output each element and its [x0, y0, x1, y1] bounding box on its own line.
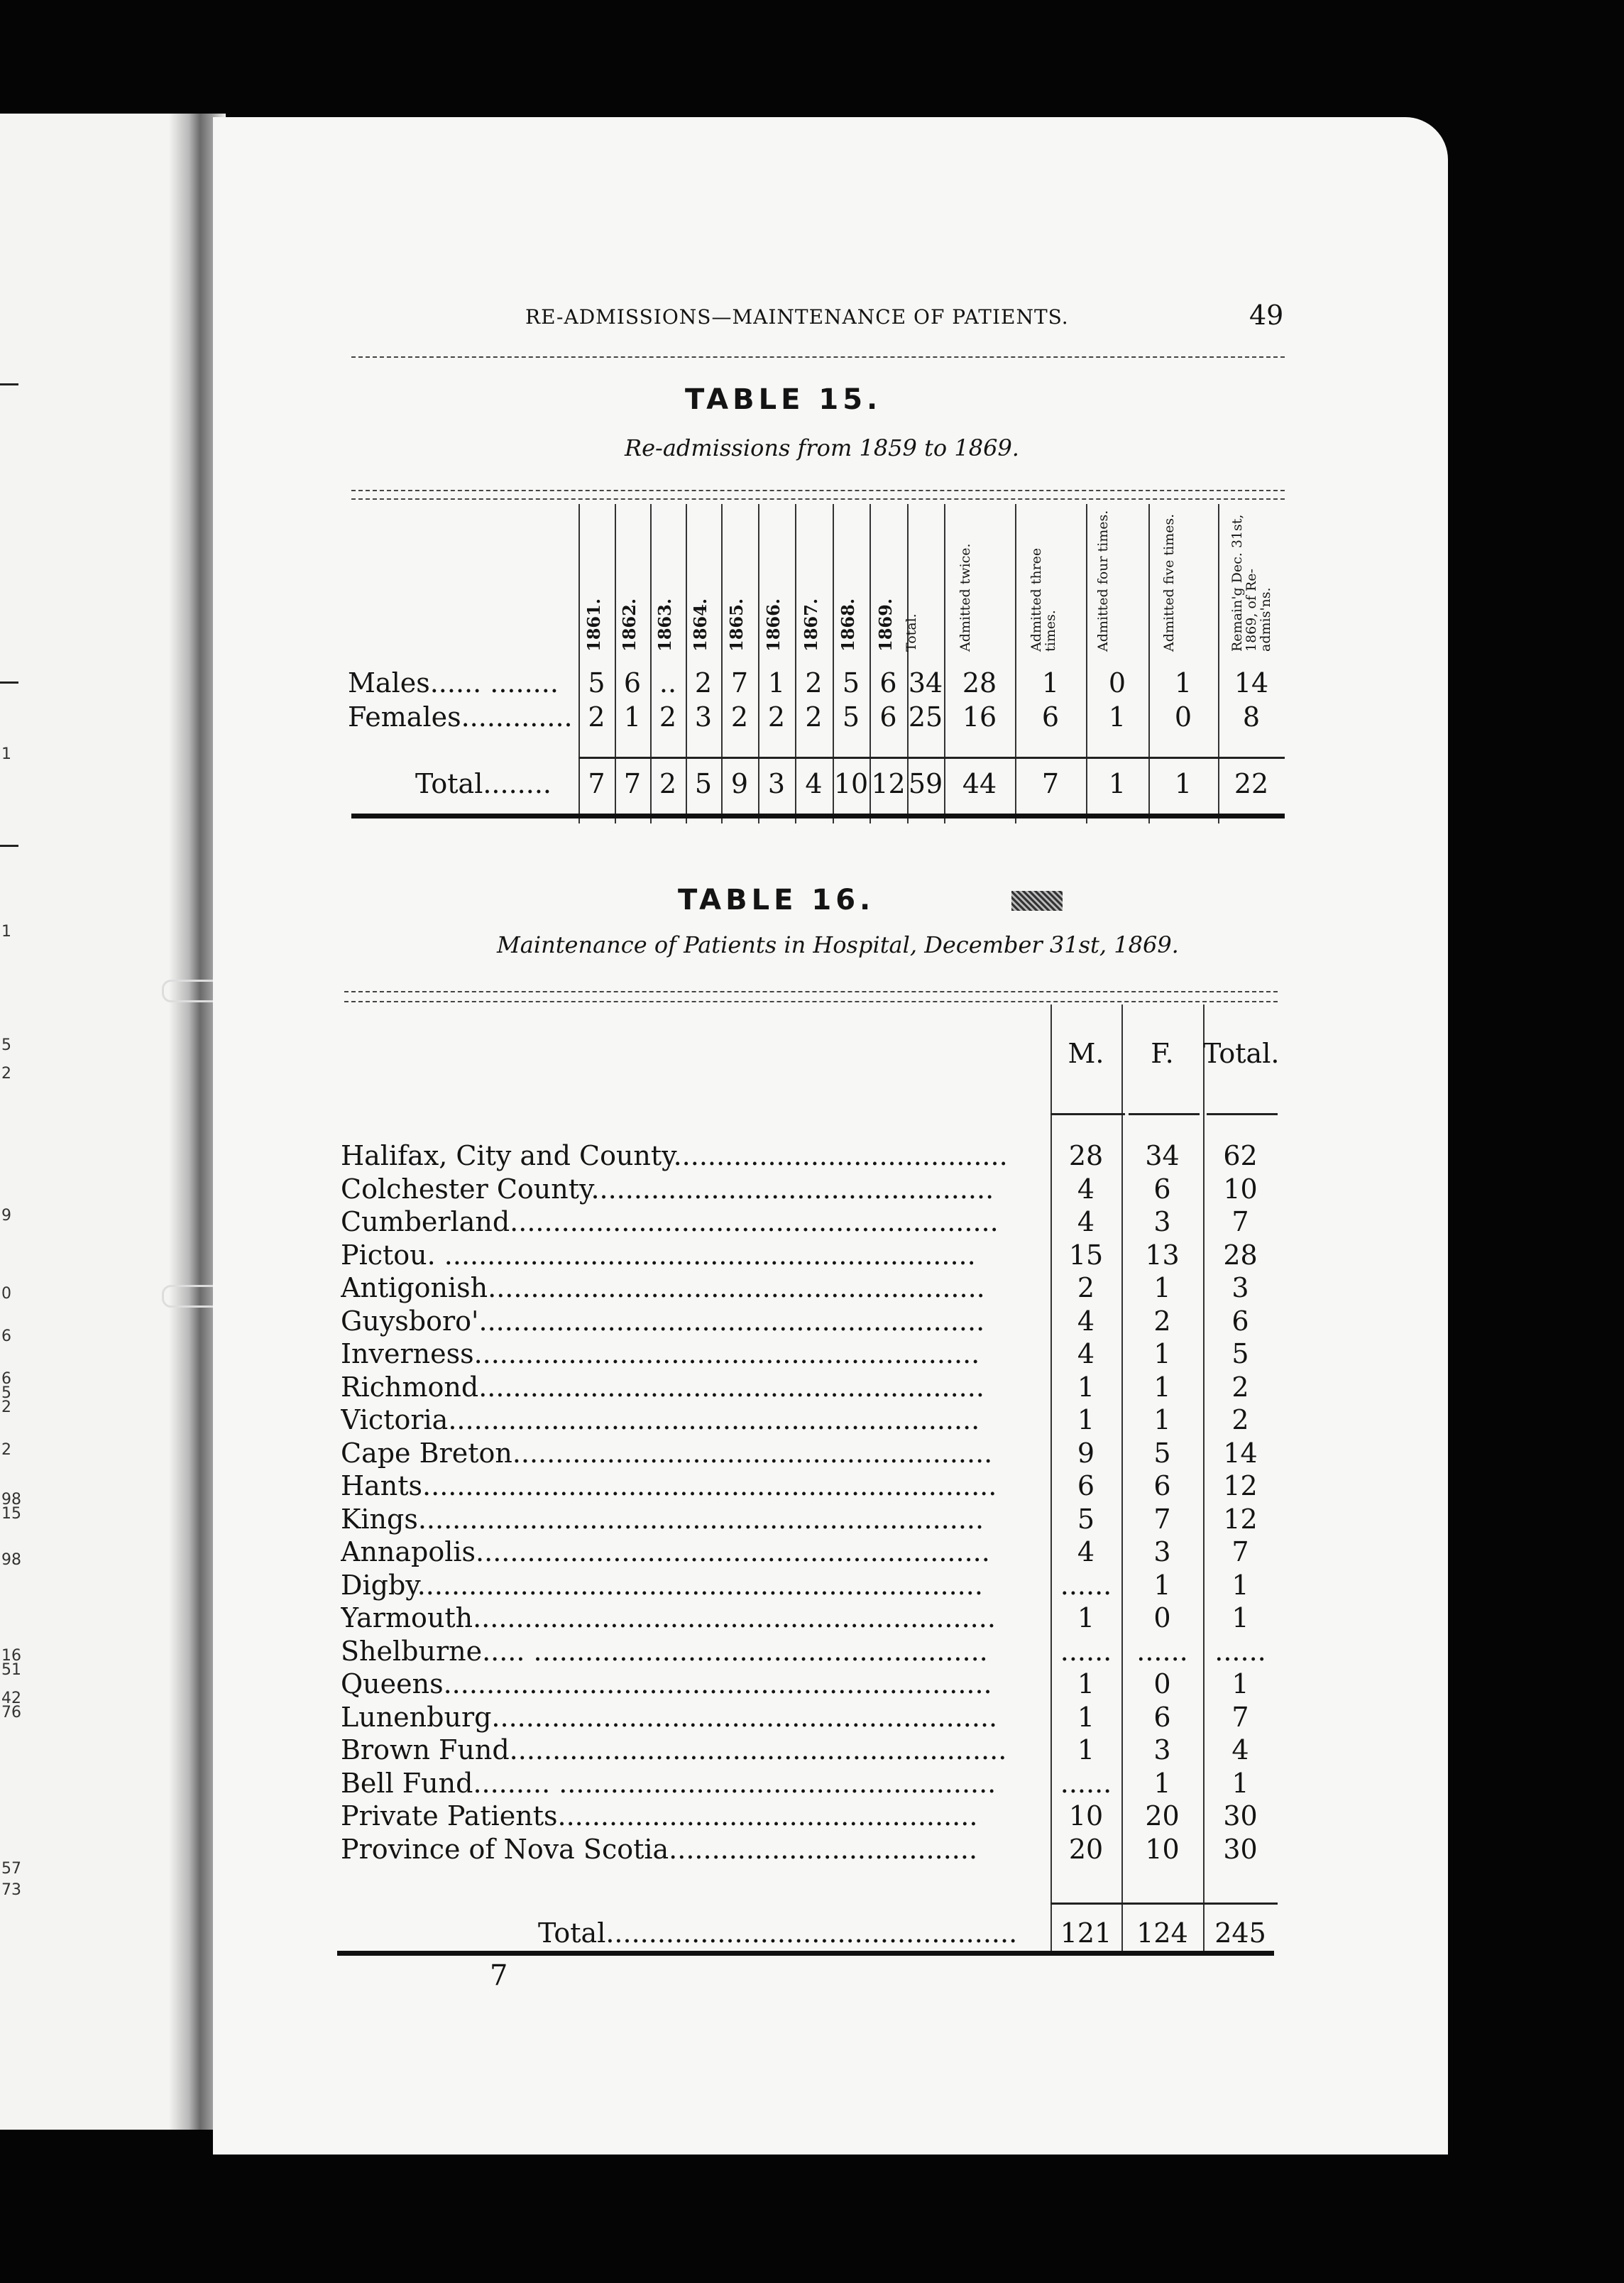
- table15-cell: 6: [879, 701, 897, 733]
- running-title: RE-ADMISSIONS—MAINTENANCE OF PATIENTS.: [525, 305, 1069, 329]
- table16-subtitle: Maintenance of Patients in Hospital, December 31st, 1869.: [497, 931, 1179, 958]
- table16-cell: 5: [1231, 1338, 1249, 1369]
- table15-cell: 1: [1174, 667, 1192, 699]
- table15-cell: 0: [1174, 701, 1192, 733]
- table16-cell: 20: [1068, 1833, 1104, 1865]
- left-page-fragment: 2: [1, 1398, 11, 1416]
- table16-cell: 9: [1077, 1437, 1095, 1469]
- table16-cell: 10: [1068, 1800, 1104, 1832]
- table16-cell: 13: [1145, 1239, 1180, 1271]
- table16-cell: ......: [1060, 1569, 1112, 1601]
- table15-total-cell: 22: [1234, 768, 1269, 799]
- header-rule: [351, 356, 1285, 358]
- table16-cell: 4: [1077, 1536, 1095, 1567]
- table16-row-label: Hants...................................................................: [341, 1470, 997, 1501]
- table15-cell: 2: [805, 701, 823, 733]
- table15-col-header: Admitted five times.: [1161, 513, 1177, 652]
- table16-cell: 4: [1077, 1173, 1095, 1205]
- table16-cell: 15: [1068, 1239, 1104, 1271]
- table15-total-cell: 7: [588, 768, 605, 799]
- table16-col-header: F.: [1151, 1038, 1174, 1069]
- table16-cell: 12: [1223, 1470, 1258, 1501]
- table15-cell: 2: [767, 701, 786, 733]
- table16-cell: 3: [1153, 1734, 1171, 1765]
- table16-cell: 30: [1223, 1800, 1258, 1832]
- table16-cell: 30: [1223, 1833, 1258, 1865]
- left-page-fragment: 98: [1, 1491, 21, 1509]
- table15-cell: 14: [1234, 667, 1269, 699]
- table16-row-label: Victoria..............................................................: [341, 1404, 980, 1435]
- table16-row-label: Brown Fund..........................................................: [341, 1734, 1007, 1765]
- table16-cell: 28: [1223, 1239, 1258, 1271]
- table15-cell: 2: [805, 667, 823, 699]
- table16-cell: 1: [1153, 1371, 1171, 1403]
- table15-cell: 34: [908, 667, 943, 699]
- table16-cell: ......: [1136, 1635, 1188, 1667]
- table16-row-label: Colchester County...............................................: [341, 1173, 994, 1205]
- table15-col-header: 1863.: [654, 598, 675, 652]
- table15-col-header: 1866.: [763, 598, 784, 652]
- table16-row-label: Inverness...........................................................: [341, 1338, 980, 1369]
- table16-header-rule: [1207, 1113, 1278, 1115]
- table15-total-cell: 2: [659, 768, 677, 799]
- table15-cell: 1: [1041, 667, 1060, 699]
- table16-cell: 28: [1068, 1140, 1104, 1171]
- table16-total-cell: 124: [1136, 1917, 1188, 1949]
- table16-cell: 4: [1077, 1206, 1095, 1237]
- table16-cell: 6: [1077, 1470, 1095, 1501]
- table16-row-label: Shelburne..... .....................................................: [341, 1635, 988, 1667]
- table15-cell: 1: [767, 667, 786, 699]
- table16-row-label: Private Patients.................................................: [341, 1800, 978, 1832]
- table16-cell: 1: [1153, 1338, 1171, 1369]
- table16-cell: 7: [1231, 1536, 1249, 1567]
- table16-row-label: Antigonish..........................................................: [341, 1272, 985, 1303]
- table16-cell: 3: [1153, 1536, 1171, 1567]
- table16-cell: 4: [1077, 1305, 1095, 1337]
- table16-cell: 4: [1077, 1338, 1095, 1369]
- table15-col-header: Remain'g Dec. 31st, 1869, of Re-admis'ns.: [1229, 514, 1273, 652]
- table15-cell: 7: [730, 667, 749, 699]
- table16-bottom-rule: [337, 1951, 1274, 1956]
- table16-cell: 20: [1145, 1800, 1180, 1832]
- table15-cell: 1: [623, 701, 642, 733]
- table16-cell: 2: [1077, 1272, 1095, 1303]
- left-page-fragment: 15: [1, 1505, 21, 1523]
- table16-cell: 1: [1153, 1404, 1171, 1435]
- left-page-fragment: 51: [1, 1661, 21, 1679]
- table16-col-header: Total.: [1203, 1038, 1280, 1069]
- table16-cell: 0: [1153, 1602, 1171, 1633]
- table15-col-header: 1868.: [838, 598, 858, 652]
- table15-cell: 3: [694, 701, 713, 733]
- table15-total-cell: 7: [1041, 768, 1060, 799]
- table16-row-label: Bell Fund......... ...................................................: [341, 1767, 997, 1799]
- table16-cell: ......: [1060, 1635, 1112, 1667]
- table15-col-header: 1861.: [583, 598, 604, 652]
- table16-header-rule: [1050, 1113, 1125, 1115]
- table16-cell: 12: [1223, 1503, 1258, 1535]
- table15-cell: 2: [730, 701, 749, 733]
- table15-row-label: Females.............: [348, 701, 573, 733]
- table15-cell: 5: [842, 667, 860, 699]
- table16-cell: ......: [1214, 1635, 1266, 1667]
- table16-top-rule-2: [344, 1001, 1278, 1002]
- table15-total-cell: 44: [962, 768, 997, 799]
- left-page-rule: [0, 681, 18, 684]
- table16-cell: 3: [1153, 1206, 1171, 1237]
- left-page-fragment: 76: [1, 1704, 21, 1721]
- table15-total-cell: 5: [694, 768, 713, 799]
- table16-cell: 1: [1077, 1404, 1095, 1435]
- table15-col-header: Admitted three times.: [1028, 547, 1058, 652]
- table15-title: TABLE 15.: [685, 383, 882, 416]
- left-page-fragment: 42: [1, 1690, 21, 1707]
- table16-row-label: Lunenburg...........................................................: [341, 1701, 998, 1733]
- left-page-fragment: 73: [1, 1881, 21, 1899]
- table16-cell: 1: [1153, 1767, 1171, 1799]
- table16-cell: 5: [1077, 1503, 1095, 1535]
- table15-top-rule: [351, 490, 1285, 491]
- table16-title: TABLE 16.: [678, 884, 875, 916]
- left-page-fragment: 0: [1, 1285, 11, 1303]
- table15-cell: 2: [694, 667, 713, 699]
- table16-row-label: Halifax, City and County.......................................: [341, 1140, 1008, 1171]
- table15-total-cell: 10: [833, 768, 869, 799]
- table16-row-label: Pictou. ..............................................................: [341, 1239, 976, 1271]
- table16-cell: 7: [1153, 1503, 1171, 1535]
- table15-bottom-rule: [351, 814, 1285, 819]
- table16-cell: 2: [1231, 1371, 1249, 1403]
- table16-row-label: Guysboro'...........................................................: [341, 1305, 985, 1337]
- table16-cell: 5: [1153, 1437, 1171, 1469]
- table15-cell: 5: [842, 701, 860, 733]
- table16-cell: 3: [1231, 1272, 1249, 1303]
- table15-col-header: 1869.: [874, 598, 896, 652]
- table15-cell: 16: [962, 701, 997, 733]
- table15-cell: 8: [1242, 701, 1261, 733]
- table16-cell: 2: [1231, 1404, 1249, 1435]
- table15-total-label: Total........: [415, 768, 552, 799]
- table15-total-cell: 1: [1174, 768, 1192, 799]
- left-page-fragment: 16: [1, 1647, 21, 1665]
- table16-cell: 1: [1231, 1569, 1249, 1601]
- table15-col-header: 1864.: [690, 598, 710, 652]
- table16-total-cell: 245: [1214, 1917, 1266, 1949]
- table15-col-header: 1865.: [726, 598, 747, 652]
- table16-cell: 6: [1153, 1173, 1171, 1205]
- table16-cell: 1: [1153, 1272, 1171, 1303]
- table16-cell: 1: [1077, 1371, 1095, 1403]
- left-page-fragment: 5: [1, 1036, 11, 1054]
- left-page-fragment: 6: [1, 1370, 11, 1388]
- table16-row-label: Digby..................................................................: [341, 1569, 983, 1601]
- table15-cell: 2: [588, 701, 605, 733]
- table16-cell: 1: [1077, 1602, 1095, 1633]
- table16-cell: 6: [1153, 1470, 1171, 1501]
- table16-total-cell: 121: [1060, 1917, 1112, 1949]
- table16-cell: 34: [1145, 1140, 1180, 1171]
- table15-col-header: Total.: [904, 613, 919, 652]
- table16-cell: 4: [1231, 1734, 1249, 1765]
- table16-cell: 7: [1231, 1206, 1249, 1237]
- table15-cell: 6: [879, 667, 897, 699]
- signature-mark: 7: [490, 1959, 508, 1992]
- table16-header-rule: [1129, 1113, 1200, 1115]
- table15-total-cell: 7: [623, 768, 642, 799]
- table16-cell: 1: [1077, 1701, 1095, 1733]
- table16-cell: 1: [1231, 1767, 1249, 1799]
- table16-cell: 6: [1153, 1701, 1171, 1733]
- left-page-fragment: 2: [1, 1441, 11, 1459]
- table16-cell: 10: [1223, 1173, 1258, 1205]
- left-page-fragment: 1: [1, 923, 11, 941]
- table16-row-label: Kings..................................................................: [341, 1503, 984, 1535]
- table16-cell: 6: [1231, 1305, 1249, 1337]
- table16-row-label: Richmond...........................................................: [341, 1371, 984, 1403]
- page-number: 49: [1249, 300, 1284, 331]
- left-facing-page: [0, 114, 177, 2130]
- table15-row-label: Males...... ........: [348, 667, 559, 699]
- table15-subtitle: Re-admissions from 1859 to 1869.: [625, 434, 1019, 461]
- table15-col-header: 1862.: [619, 598, 640, 652]
- table15-total-cell: 4: [805, 768, 823, 799]
- table16-cell: 2: [1153, 1305, 1171, 1337]
- table15-total-cell: 1: [1108, 768, 1126, 799]
- table16-cell: ......: [1060, 1767, 1112, 1799]
- left-page-fragment: 5: [1, 1384, 11, 1402]
- table15-total-rule: [578, 757, 1285, 759]
- table15-cell: ..: [659, 667, 677, 699]
- table16-cell: 62: [1223, 1140, 1258, 1171]
- table15-cell: 6: [1041, 701, 1060, 733]
- table15-total-cell: 59: [908, 768, 943, 799]
- table15-cell: 5: [588, 667, 605, 699]
- table16-cell: 1: [1077, 1734, 1095, 1765]
- left-page-fragment: 98: [1, 1551, 21, 1569]
- table16-row-label: Cape Breton........................................................: [341, 1437, 993, 1469]
- table16-col-header: M.: [1068, 1038, 1104, 1069]
- left-page-rule: [0, 845, 18, 847]
- table15-col-header: 1867.: [800, 598, 821, 652]
- table16-row-label: Annapolis............................................................: [341, 1536, 990, 1567]
- table16-row-label: Yarmouth.............................................................: [341, 1602, 996, 1633]
- table16-row-label: Cumberland.........................................................: [341, 1206, 999, 1237]
- left-page-fragment: 6: [1, 1327, 11, 1345]
- table16-total-label: Total................................................: [538, 1917, 1018, 1949]
- table16-cell: 1: [1077, 1668, 1095, 1699]
- table15-total-cell: 12: [871, 768, 906, 799]
- table15-cell: 6: [623, 667, 642, 699]
- table15-cell: 2: [659, 701, 677, 733]
- table16-top-rule: [344, 991, 1278, 992]
- table15-col-header: Admitted twice.: [958, 543, 973, 652]
- table16-cell: 10: [1145, 1833, 1180, 1865]
- table16-row-label: Queens................................................................: [341, 1668, 992, 1699]
- table16-cell: 1: [1231, 1668, 1249, 1699]
- table15-total-cell: 9: [730, 768, 749, 799]
- left-page-rule: [0, 383, 18, 385]
- table16-cell: 7: [1231, 1701, 1249, 1733]
- ornament-mark: [1011, 891, 1063, 911]
- table16-cell: 1: [1231, 1602, 1249, 1633]
- table16-row-label: Province of Nova Scotia....................................: [341, 1833, 978, 1865]
- table15-cell: 25: [908, 701, 943, 733]
- table16-cell: 1: [1153, 1569, 1171, 1601]
- table16-total-rule: [1050, 1902, 1278, 1905]
- left-page-fragment: 2: [1, 1065, 11, 1083]
- table15-cell: 0: [1108, 667, 1126, 699]
- table15-cell: 28: [962, 667, 997, 699]
- table15-cell: 1: [1108, 701, 1126, 733]
- table15-top-rule-2: [351, 498, 1285, 500]
- table16-cell: 0: [1153, 1668, 1171, 1699]
- table15-col-header: Admitted four times.: [1095, 510, 1111, 652]
- left-page-fragment: 57: [1, 1860, 21, 1878]
- left-page-fragment: 1: [1, 745, 11, 763]
- left-page-fragment: 9: [1, 1207, 11, 1225]
- table15-total-cell: 3: [767, 768, 786, 799]
- table16-cell: 14: [1223, 1437, 1258, 1469]
